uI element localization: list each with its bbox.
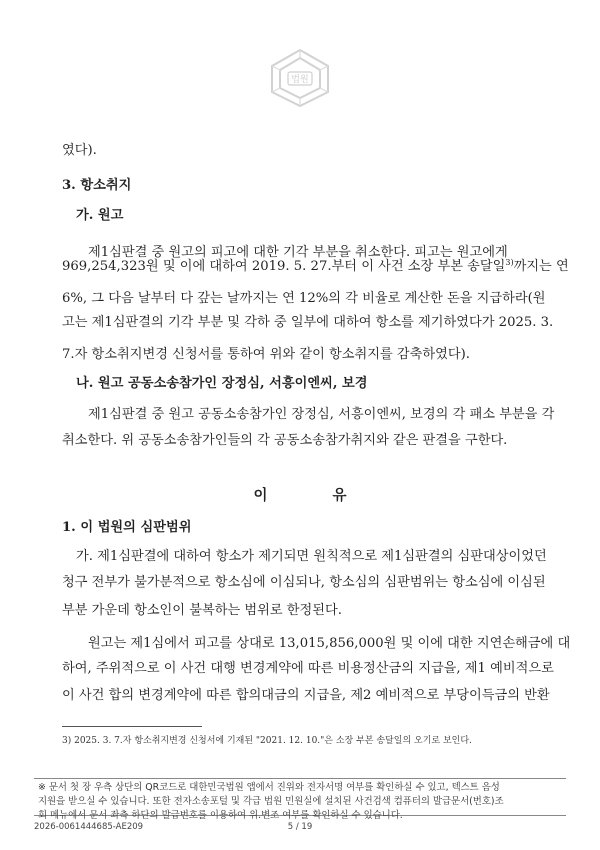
section-heading: 3. 항소취지 — [62, 178, 132, 193]
footnote-divider — [62, 726, 202, 727]
paragraph-line: 가. 제1심판결에 대하여 항소가 제기되면 원칙적으로 제1심판결의 심판대상이었던 — [76, 549, 547, 564]
seal-text: 법원 — [291, 75, 309, 85]
footnote: 3) 2025. 3. 7.자 항소취지변경 신청서에 기재된 "2021. 12. 10."은 소장 부본 송달일의 오기로 보인다. — [62, 736, 472, 746]
document-number: 2026-0061444685-AE209 — [34, 822, 144, 832]
reason-title: 이 유 — [253, 487, 377, 504]
page-number: 5 / 19 — [287, 822, 313, 832]
footnote-marker: 3) — [505, 258, 514, 267]
paragraph-line: 청구 전부가 불가분적으로 항소심에 이심되나, 항소심의 심판범위는 항소심에 이심된 — [62, 575, 546, 590]
paragraph-line: 제1심판결 중 원고의 피고에 대한 기각 부분을 취소한다. 피고는 원고에게 — [88, 245, 508, 260]
paragraph-line: 부분 가운데 항소인이 불복하는 범위로 한정된다. — [62, 603, 342, 618]
notice-line: 지원을 받으실 수 있습니다. 또한 전자소송포털 및 각급 법원 민원실에 설치된 사건검색 컴퓨터의 발급문서(번호)조 — [38, 796, 504, 807]
paragraph-line: 이 사건 합의 변경계약에 따른 합의대금의 지급을, 제2 예비적으로 부당이득금의 반환 — [62, 688, 550, 703]
paragraph-line: 취소한다. 위 공동소송참가인들의 각 공동소송참가취지와 같은 판결을 구한다. — [62, 433, 508, 448]
paragraph-line — [62, 258, 569, 276]
paragraph-line: 하여, 주위적으로 이 사건 대행 변경계약에 따른 비용정산금의 지급을, 제1 예비적으로 — [62, 661, 554, 676]
subsection-heading: 나. 원고 공동소송참가인 장정심, 서흥이엔씨, 보경 — [76, 376, 368, 391]
paragraph-line: 고는 제1심판결의 기각 부분 및 각하 중 일부에 대하여 항소를 제기하였다가 2025. 3. — [62, 315, 554, 330]
paragraph-line: 6%, 그 다음 날부터 다 갚는 날까지는 연 12%의 각 비율로 계산한 돈을 지급하라(원 — [62, 291, 546, 306]
continued-line: 였다). — [62, 143, 97, 158]
court-seal-watermark — [260, 46, 340, 108]
notice-line: ※ 문서 첫 장 우측 상단의 QR코드로 대한민국법원 앱에서 진위와 전자서명 여부를 확인하실 수 있고, 텍스트 음성 — [38, 782, 500, 793]
notice-line: 회 메뉴에서 문서 좌측 하단의 발급번호를 이용하여 위.변조 여부를 확인하실 수 있습니다. — [38, 810, 403, 821]
paragraph-line: 제1심판결 중 원고 공동소송참가인 장정심, 서흥이엔씨, 보경의 각 패소 부분을 각 — [88, 407, 555, 422]
verification-notice — [34, 778, 566, 821]
section-heading: 1. 이 법원의 심판범위 — [62, 520, 192, 535]
subsection-heading: 가. 원고 — [76, 208, 124, 223]
paragraph-line: 원고는 제1심에서 피고를 상대로 13,015,856,000원 및 이에 대한 지연손해금에 대 — [88, 636, 571, 651]
paragraph-line: 7.자 항소취지변경 신청서를 통하여 위와 같이 항소취지를 감축하였다). — [62, 347, 470, 362]
paragraph-text: 까지는 연 — [513, 259, 569, 274]
paragraph-text: 969,254,323원 및 이에 대하여 2019. 5. 27.부터 이 사건 소장 부본 송달일 — [62, 259, 506, 274]
